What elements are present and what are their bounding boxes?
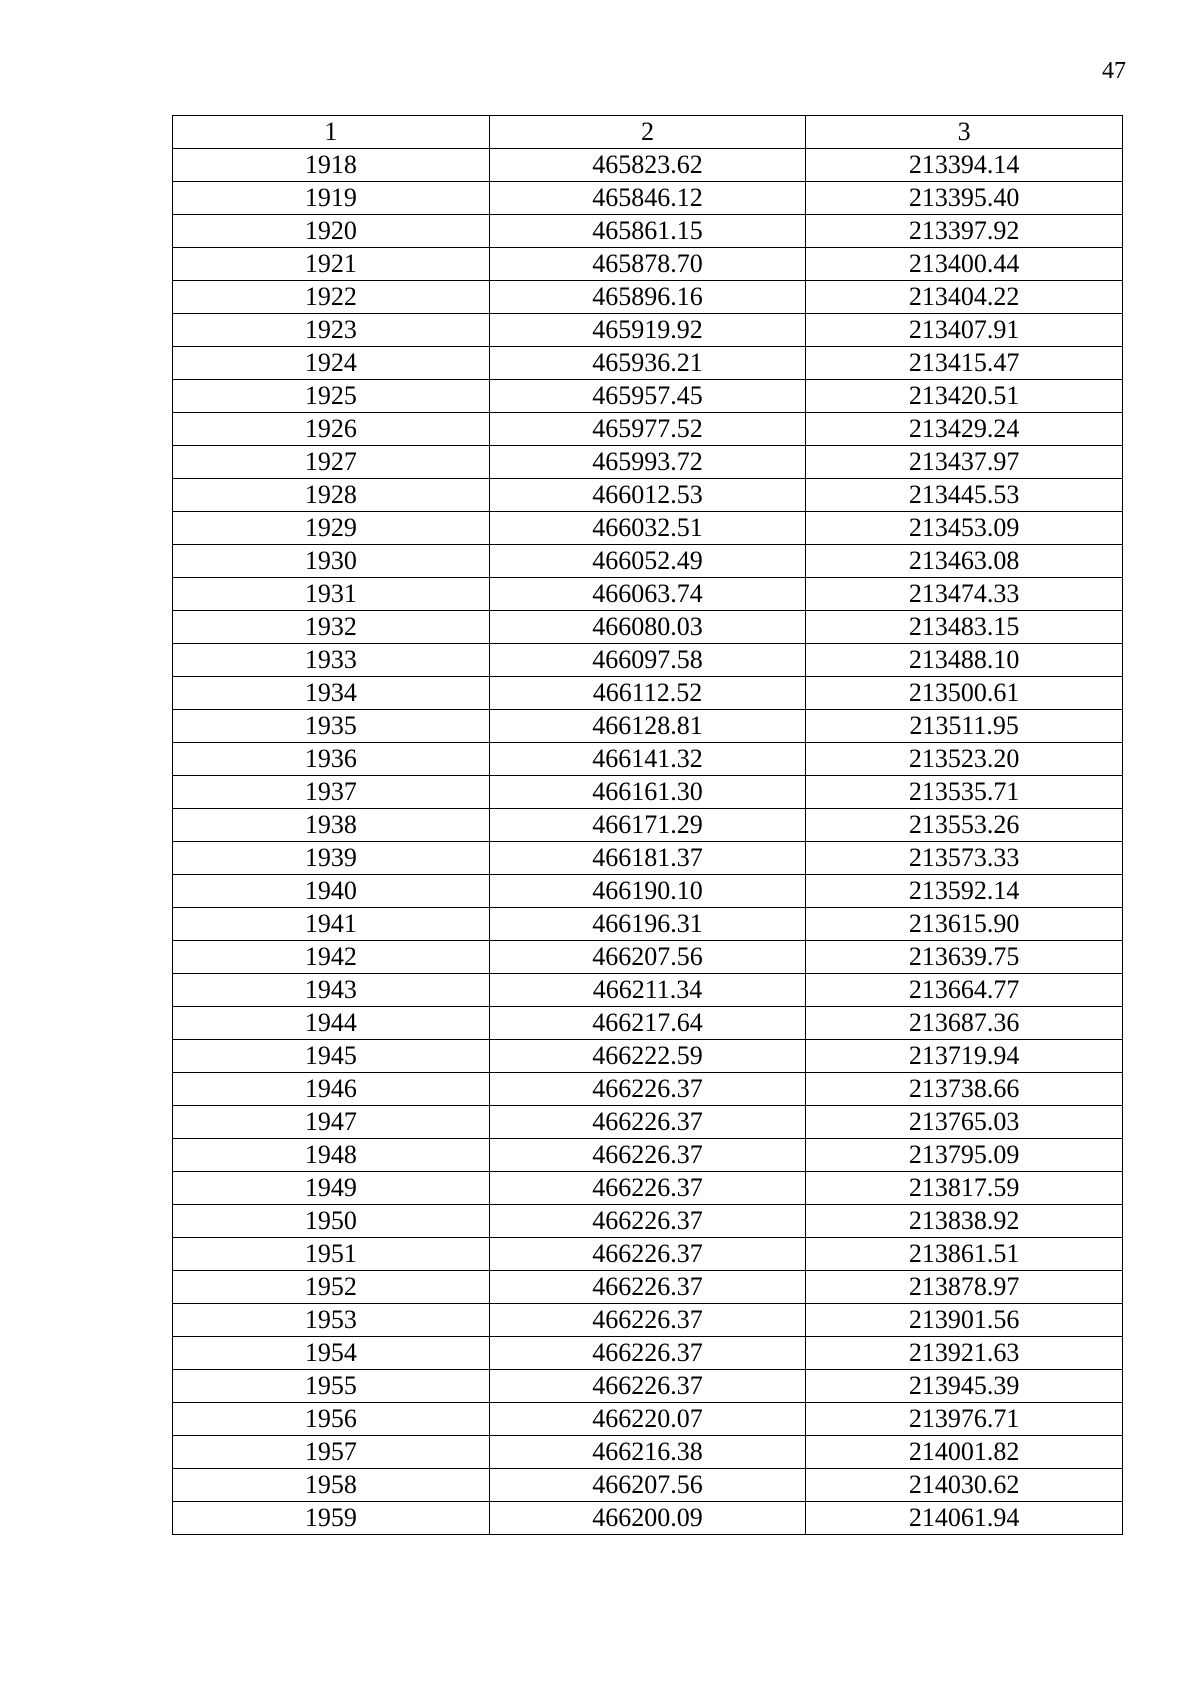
table-row (173, 1073, 1123, 1106)
point-number-cell: 1949 (173, 1172, 490, 1205)
x-coordinate-cell: 466097.58 (489, 644, 806, 677)
x-coordinate-cell: 466226.37 (489, 1370, 806, 1403)
point-number-cell: 1918 (173, 149, 490, 182)
x-coordinate-cell: 466220.07 (489, 1403, 806, 1436)
table-row (173, 941, 1123, 974)
header-cell-col-2: 2 (489, 116, 806, 149)
y-coordinate-cell: 214061.94 (806, 1502, 1123, 1535)
table-row (173, 1172, 1123, 1205)
x-coordinate-cell: 466216.38 (489, 1436, 806, 1469)
table-header-row (173, 116, 1123, 149)
y-coordinate-cell: 213615.90 (806, 908, 1123, 941)
point-number-cell: 1922 (173, 281, 490, 314)
x-coordinate-cell: 466128.81 (489, 710, 806, 743)
point-number-cell: 1933 (173, 644, 490, 677)
point-number-cell: 1945 (173, 1040, 490, 1073)
point-number-cell: 1926 (173, 413, 490, 446)
y-coordinate-cell: 213463.08 (806, 545, 1123, 578)
x-coordinate-cell: 466161.30 (489, 776, 806, 809)
point-number-cell: 1930 (173, 545, 490, 578)
header-cell-col-1: 1 (173, 116, 490, 149)
x-coordinate-cell: 466226.37 (489, 1139, 806, 1172)
y-coordinate-cell: 213738.66 (806, 1073, 1123, 1106)
x-coordinate-cell: 466112.52 (489, 677, 806, 710)
table-row (173, 1436, 1123, 1469)
x-coordinate-cell: 465919.92 (489, 314, 806, 347)
x-coordinate-cell: 466196.31 (489, 908, 806, 941)
table-row (173, 1139, 1123, 1172)
x-coordinate-cell: 466181.37 (489, 842, 806, 875)
point-number-cell: 1924 (173, 347, 490, 380)
table-row (173, 1205, 1123, 1238)
y-coordinate-cell: 213483.15 (806, 611, 1123, 644)
y-coordinate-cell: 213407.91 (806, 314, 1123, 347)
y-coordinate-cell: 213553.26 (806, 809, 1123, 842)
table-row (173, 875, 1123, 908)
table-row (173, 446, 1123, 479)
table-row (173, 182, 1123, 215)
point-number-cell: 1935 (173, 710, 490, 743)
point-number-cell: 1920 (173, 215, 490, 248)
table-row (173, 842, 1123, 875)
point-number-cell: 1953 (173, 1304, 490, 1337)
y-coordinate-cell: 213719.94 (806, 1040, 1123, 1073)
point-number-cell: 1959 (173, 1502, 490, 1535)
y-coordinate-cell: 213523.20 (806, 743, 1123, 776)
point-number-cell: 1950 (173, 1205, 490, 1238)
x-coordinate-cell: 466211.34 (489, 974, 806, 1007)
point-number-cell: 1932 (173, 611, 490, 644)
y-coordinate-cell: 213765.03 (806, 1106, 1123, 1139)
point-number-cell: 1957 (173, 1436, 490, 1469)
y-coordinate-cell: 213415.47 (806, 347, 1123, 380)
point-number-cell: 1954 (173, 1337, 490, 1370)
x-coordinate-cell: 466032.51 (489, 512, 806, 545)
x-coordinate-cell: 466226.37 (489, 1106, 806, 1139)
y-coordinate-cell: 213838.92 (806, 1205, 1123, 1238)
x-coordinate-cell: 466226.37 (489, 1205, 806, 1238)
point-number-cell: 1947 (173, 1106, 490, 1139)
x-coordinate-cell: 465861.15 (489, 215, 806, 248)
y-coordinate-cell: 213488.10 (806, 644, 1123, 677)
y-coordinate-cell: 213511.95 (806, 710, 1123, 743)
table-row (173, 479, 1123, 512)
table-row (173, 347, 1123, 380)
x-coordinate-cell: 466222.59 (489, 1040, 806, 1073)
y-coordinate-cell: 213429.24 (806, 413, 1123, 446)
table-body (173, 116, 1123, 1535)
y-coordinate-cell: 213394.14 (806, 149, 1123, 182)
point-number-cell: 1927 (173, 446, 490, 479)
table-row (173, 1007, 1123, 1040)
y-coordinate-cell: 213573.33 (806, 842, 1123, 875)
table-row (173, 908, 1123, 941)
x-coordinate-cell: 465957.45 (489, 380, 806, 413)
x-coordinate-cell: 466226.37 (489, 1337, 806, 1370)
x-coordinate-cell: 466207.56 (489, 1469, 806, 1502)
y-coordinate-cell: 213817.59 (806, 1172, 1123, 1205)
point-number-cell: 1928 (173, 479, 490, 512)
point-number-cell: 1941 (173, 908, 490, 941)
table-row (173, 149, 1123, 182)
point-number-cell: 1942 (173, 941, 490, 974)
y-coordinate-cell: 213687.36 (806, 1007, 1123, 1040)
y-coordinate-cell: 214030.62 (806, 1469, 1123, 1502)
point-number-cell: 1948 (173, 1139, 490, 1172)
table-row (173, 1106, 1123, 1139)
table-row (173, 545, 1123, 578)
y-coordinate-cell: 213453.09 (806, 512, 1123, 545)
header-cell-col-3: 3 (806, 116, 1123, 149)
y-coordinate-cell: 213397.92 (806, 215, 1123, 248)
y-coordinate-cell: 213395.40 (806, 182, 1123, 215)
table-row (173, 743, 1123, 776)
y-coordinate-cell: 214001.82 (806, 1436, 1123, 1469)
y-coordinate-cell: 213795.09 (806, 1139, 1123, 1172)
x-coordinate-cell: 466226.37 (489, 1238, 806, 1271)
point-number-cell: 1958 (173, 1469, 490, 1502)
page-number: 47 (1102, 58, 1126, 84)
y-coordinate-cell: 213420.51 (806, 380, 1123, 413)
table-row (173, 1304, 1123, 1337)
x-coordinate-cell: 466217.64 (489, 1007, 806, 1040)
x-coordinate-cell: 466226.37 (489, 1271, 806, 1304)
table-row (173, 1238, 1123, 1271)
point-number-cell: 1938 (173, 809, 490, 842)
x-coordinate-cell: 466052.49 (489, 545, 806, 578)
y-coordinate-cell: 213921.63 (806, 1337, 1123, 1370)
table-row (173, 380, 1123, 413)
x-coordinate-cell: 466190.10 (489, 875, 806, 908)
point-number-cell: 1923 (173, 314, 490, 347)
y-coordinate-cell: 213976.71 (806, 1403, 1123, 1436)
y-coordinate-cell: 213901.56 (806, 1304, 1123, 1337)
table-row (173, 710, 1123, 743)
table-row (173, 512, 1123, 545)
table-row (173, 1502, 1123, 1535)
point-number-cell: 1937 (173, 776, 490, 809)
point-number-cell: 1921 (173, 248, 490, 281)
x-coordinate-cell: 466226.37 (489, 1172, 806, 1205)
x-coordinate-cell: 465896.16 (489, 281, 806, 314)
x-coordinate-cell: 466226.37 (489, 1073, 806, 1106)
x-coordinate-cell: 466141.32 (489, 743, 806, 776)
coordinates-table (172, 115, 1123, 1535)
y-coordinate-cell: 213861.51 (806, 1238, 1123, 1271)
table-row (173, 248, 1123, 281)
y-coordinate-cell: 213404.22 (806, 281, 1123, 314)
y-coordinate-cell: 213474.33 (806, 578, 1123, 611)
x-coordinate-cell: 465977.52 (489, 413, 806, 446)
x-coordinate-cell: 466080.03 (489, 611, 806, 644)
table-row (173, 644, 1123, 677)
y-coordinate-cell: 213664.77 (806, 974, 1123, 1007)
y-coordinate-cell: 213400.44 (806, 248, 1123, 281)
y-coordinate-cell: 213437.97 (806, 446, 1123, 479)
table-row (173, 215, 1123, 248)
x-coordinate-cell: 466226.37 (489, 1304, 806, 1337)
y-coordinate-cell: 213592.14 (806, 875, 1123, 908)
table-row (173, 974, 1123, 1007)
point-number-cell: 1956 (173, 1403, 490, 1436)
x-coordinate-cell: 465993.72 (489, 446, 806, 479)
table-row (173, 1271, 1123, 1304)
point-number-cell: 1939 (173, 842, 490, 875)
table-row (173, 1403, 1123, 1436)
y-coordinate-cell: 213500.61 (806, 677, 1123, 710)
table-row (173, 1370, 1123, 1403)
x-coordinate-cell: 465878.70 (489, 248, 806, 281)
point-number-cell: 1936 (173, 743, 490, 776)
point-number-cell: 1931 (173, 578, 490, 611)
table-row (173, 1469, 1123, 1502)
table-row (173, 1040, 1123, 1073)
table-row (173, 413, 1123, 446)
x-coordinate-cell: 466063.74 (489, 578, 806, 611)
x-coordinate-cell: 466200.09 (489, 1502, 806, 1535)
x-coordinate-cell: 466171.29 (489, 809, 806, 842)
point-number-cell: 1946 (173, 1073, 490, 1106)
table-row (173, 1337, 1123, 1370)
x-coordinate-cell: 465936.21 (489, 347, 806, 380)
y-coordinate-cell: 213878.97 (806, 1271, 1123, 1304)
point-number-cell: 1952 (173, 1271, 490, 1304)
point-number-cell: 1934 (173, 677, 490, 710)
point-number-cell: 1943 (173, 974, 490, 1007)
x-coordinate-cell: 465823.62 (489, 149, 806, 182)
y-coordinate-cell: 213945.39 (806, 1370, 1123, 1403)
point-number-cell: 1955 (173, 1370, 490, 1403)
table-row (173, 314, 1123, 347)
point-number-cell: 1940 (173, 875, 490, 908)
table-row (173, 578, 1123, 611)
point-number-cell: 1919 (173, 182, 490, 215)
y-coordinate-cell: 213639.75 (806, 941, 1123, 974)
table-row (173, 776, 1123, 809)
point-number-cell: 1929 (173, 512, 490, 545)
x-coordinate-cell: 465846.12 (489, 182, 806, 215)
x-coordinate-cell: 466207.56 (489, 941, 806, 974)
table-row (173, 281, 1123, 314)
table-row (173, 677, 1123, 710)
point-number-cell: 1944 (173, 1007, 490, 1040)
point-number-cell: 1951 (173, 1238, 490, 1271)
y-coordinate-cell: 213535.71 (806, 776, 1123, 809)
point-number-cell: 1925 (173, 380, 490, 413)
y-coordinate-cell: 213445.53 (806, 479, 1123, 512)
table-row (173, 809, 1123, 842)
x-coordinate-cell: 466012.53 (489, 479, 806, 512)
table-row (173, 611, 1123, 644)
